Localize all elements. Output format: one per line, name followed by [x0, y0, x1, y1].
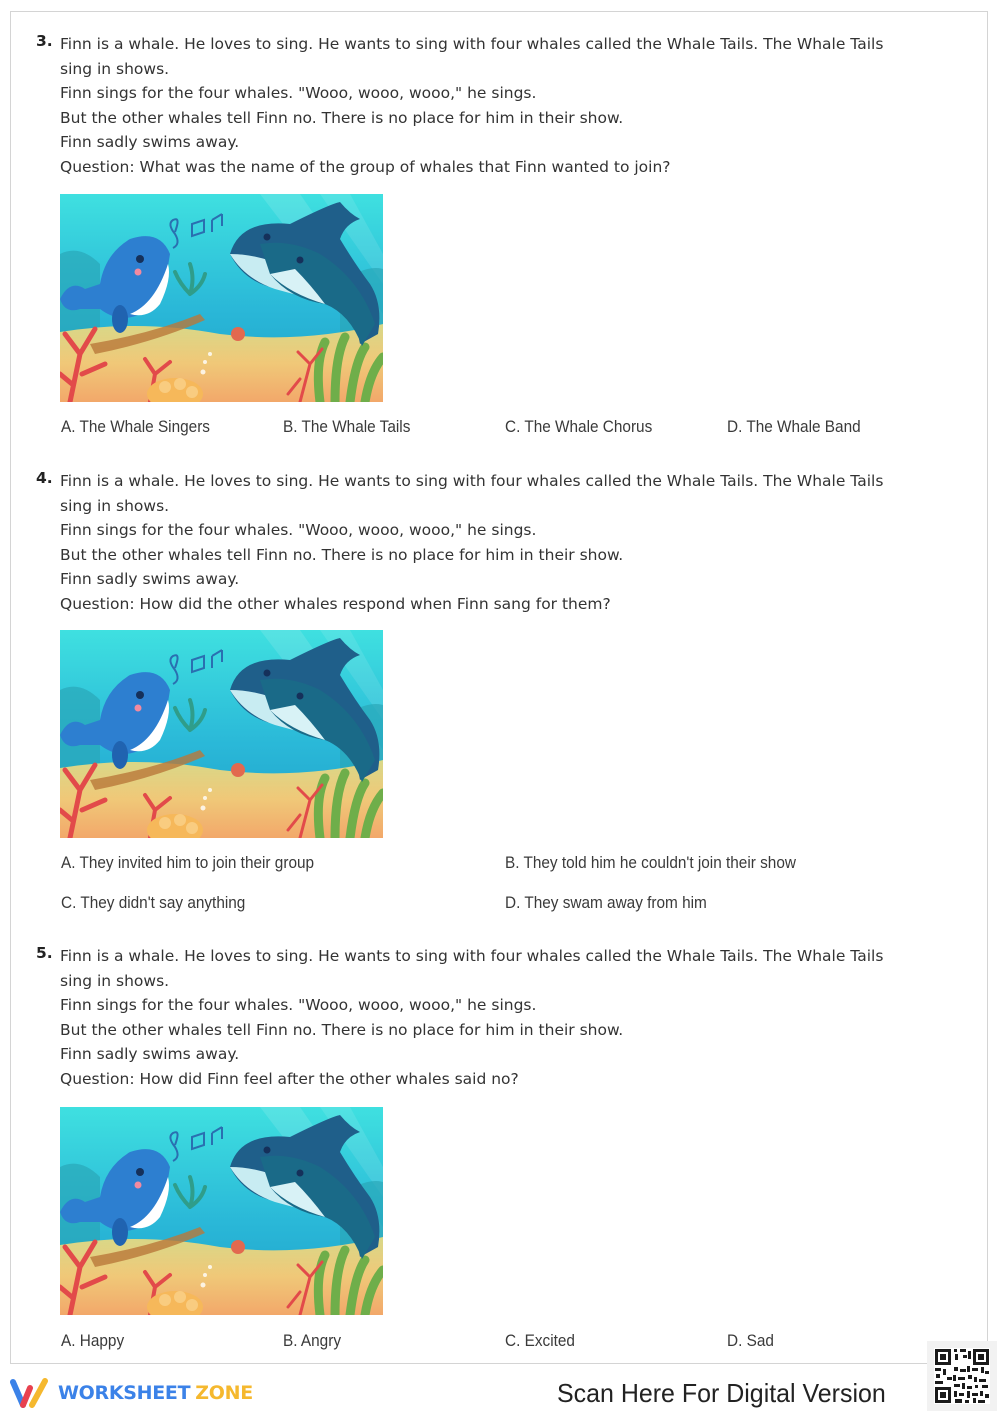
option-d[interactable]: D. They swam away from him [505, 894, 707, 912]
question-number: 5. [36, 944, 53, 962]
option-a[interactable]: A. The Whale Singers [61, 418, 210, 436]
passage-line: Finn is a whale. He loves to sing. He wants to sing with four whales called the Whale Tails. The Whale Tails [60, 472, 884, 490]
passage-line: Finn sings for the four whales. "Wooo, wooo, wooo," he sings. [60, 521, 537, 540]
passage-line: But the other whales tell Finn no. There is no place for him in their show. [60, 108, 624, 127]
passage-line: sing in shows. [60, 971, 170, 990]
option-a[interactable]: A. They invited him to join their group [61, 854, 315, 872]
passage-line: Finn is a whale. He loves to sing. He wants to sing with four whales called the Whale Tails. The Whale Tails [60, 947, 884, 965]
qr-code-icon[interactable] [927, 1341, 997, 1411]
passage-line: sing in shows. [60, 496, 170, 515]
question-prompt: Question: How did Finn feel after the other whales said no? [60, 1069, 519, 1088]
whales-illustration [60, 194, 383, 402]
option-b[interactable]: B. The Whale Tails [283, 418, 411, 436]
passage-line: But the other whales tell Finn no. There is no place for him in their show. [60, 1020, 624, 1039]
passage-line: Finn sings for the four whales. "Wooo, wooo, wooo," he sings. [60, 996, 537, 1015]
passage-line: Finn is a whale. He loves to sing. He wants to sing with four whales called the Whale Tails. The Whale Tails [60, 35, 884, 53]
whales-illustration [60, 1107, 383, 1315]
brand-name [58, 1382, 253, 1404]
question-passage [60, 944, 940, 1092]
passage-line: But the other whales tell Finn no. There is no place for him in their show. [60, 545, 624, 564]
question-prompt: Question: How did the other whales respond when Finn sang for them? [60, 594, 611, 613]
brand-word-zone: ZONE [195, 1382, 253, 1404]
passage-line: Finn sadly swims away. [60, 133, 240, 152]
passage-line: sing in shows. [60, 59, 170, 78]
option-a[interactable]: A. Happy [61, 1332, 125, 1350]
passage-line: Finn sadly swims away. [60, 570, 240, 589]
option-c[interactable]: C. The Whale Chorus [505, 418, 653, 436]
whales-illustration [60, 630, 383, 838]
question-passage [60, 32, 940, 180]
option-d[interactable]: D. The Whale Band [727, 418, 861, 436]
worksheet-zone-logo [10, 1376, 253, 1410]
scan-here-text: Scan Here For Digital Version [557, 1378, 886, 1408]
passage-line: Finn sadly swims away. [60, 1045, 240, 1064]
option-c[interactable]: C. Excited [505, 1332, 575, 1350]
option-d[interactable]: D. Sad [727, 1332, 774, 1350]
option-b[interactable]: B. They told him he couldn't join their show [505, 854, 796, 872]
option-c[interactable]: C. They didn't say anything [61, 894, 246, 912]
brand-word-worksheet: WORKSHEET [58, 1382, 191, 1404]
logo-w-icon [10, 1378, 50, 1408]
question-number: 3. [36, 32, 53, 50]
question-passage [60, 469, 940, 617]
option-b[interactable]: B. Angry [283, 1332, 342, 1350]
question-number: 4. [36, 469, 53, 487]
question-prompt: Question: What was the name of the group of whales that Finn wanted to join? [60, 157, 671, 176]
passage-line: Finn sings for the four whales. "Wooo, wooo, wooo," he sings. [60, 84, 537, 103]
